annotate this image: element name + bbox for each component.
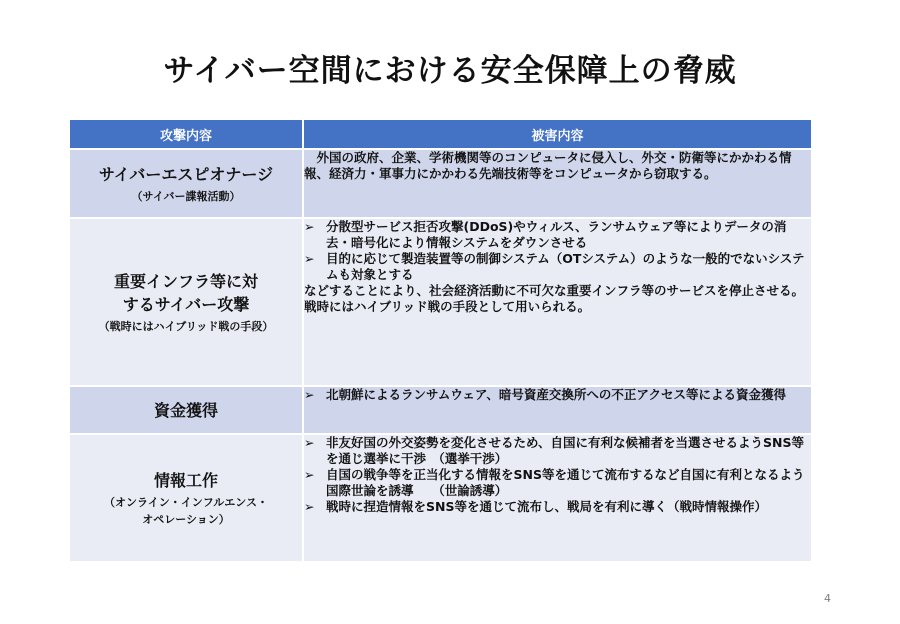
row-description-cell <box>303 218 812 386</box>
bullet-text: 非友好国の外交姿勢を変化させるため、自国に有利な候補者を当選させるようSNS等を通じ選挙に干渉 （選挙干渉） <box>326 435 804 466</box>
bullet-text: 分散型サービス拒否攻撃(DDoS)やウィルス、ランサムウェア等によりデータの消去・暗号化により情報システムをダウンさせる <box>326 219 787 250</box>
header-damage-content: 被害内容 <box>303 119 812 149</box>
page-title: サイバー空間における安全保障上の脅威 <box>163 53 737 89</box>
bullet-item <box>304 219 811 251</box>
bullet-arrow-icon: ➢ <box>304 499 315 514</box>
header-attack-content: 攻撃内容 <box>69 119 303 149</box>
row-label-cell <box>69 386 303 434</box>
bullet-item <box>304 251 811 283</box>
bullet-text: 北朝鮮によるランサムウェア、暗号資産交換所への不正アクセス等による資金獲得 <box>326 387 787 402</box>
table-row <box>69 218 812 386</box>
table-row <box>69 434 812 562</box>
row-label: 情報工作 <box>153 470 218 490</box>
row-description-cell <box>303 386 812 434</box>
bullet-arrow-icon: ➢ <box>304 467 315 482</box>
bullet-item <box>304 467 811 499</box>
bullet-arrow-icon: ➢ <box>304 387 315 402</box>
bullet-arrow-icon: ➢ <box>304 251 315 266</box>
row-label: 資金獲得 <box>153 400 218 420</box>
row-label: 重要インフラ等に対するサイバー攻撃 <box>113 271 258 314</box>
row-description-text: などすることにより、社会経済活動に不可欠な重要インフラ等のサービスを停止させる。戦時にはハイブリッド戦の手段として用いられる。 <box>304 283 805 314</box>
table-row <box>69 386 812 434</box>
bullet-item <box>304 435 811 467</box>
row-description-cell <box>303 434 812 562</box>
row-label: サイバーエスピオナージ <box>98 164 274 184</box>
row-label-cell <box>69 434 303 562</box>
page-number: 4 <box>824 592 831 605</box>
row-label-cell <box>69 149 303 218</box>
row-sublabel: （オンライン・インフルエンス・オペレーション） <box>104 495 268 526</box>
row-sublabel: （サイバー諜報活動） <box>131 189 241 203</box>
row-sublabel: （戦時にはハイブリッド戦の手段） <box>98 319 274 333</box>
row-description-text: 外国の政府、企業、学術機関等のコンピュータに侵入し、外交・防衛等にかかわる情報、経済力・軍事力にかかわる先端技術等をコンピュータから窃取する。 <box>304 150 792 181</box>
bullet-text: 戦時に捏造情報をSNS等を通じて流布し、戦局を有利に導く（戦時情報操作） <box>326 499 767 514</box>
row-label-cell <box>69 218 303 386</box>
table-header-row <box>69 119 812 149</box>
row-description-cell <box>303 149 812 218</box>
threats-table <box>68 118 813 563</box>
bullet-text: 目的に応じて製造装置等の制御システム（OTシステム）のような一般的でないシステムも対象とする <box>326 251 805 282</box>
bullet-item <box>304 499 811 515</box>
bullet-text: 自国の戦争等を正当化する情報をSNS等を通じて流布するなど自国に有利となるよう国際世論を誘導 （世論誘導） <box>326 467 805 498</box>
bullet-arrow-icon: ➢ <box>304 435 315 450</box>
table-row <box>69 149 812 218</box>
bullet-item <box>304 387 811 403</box>
bullet-arrow-icon: ➢ <box>304 219 315 234</box>
